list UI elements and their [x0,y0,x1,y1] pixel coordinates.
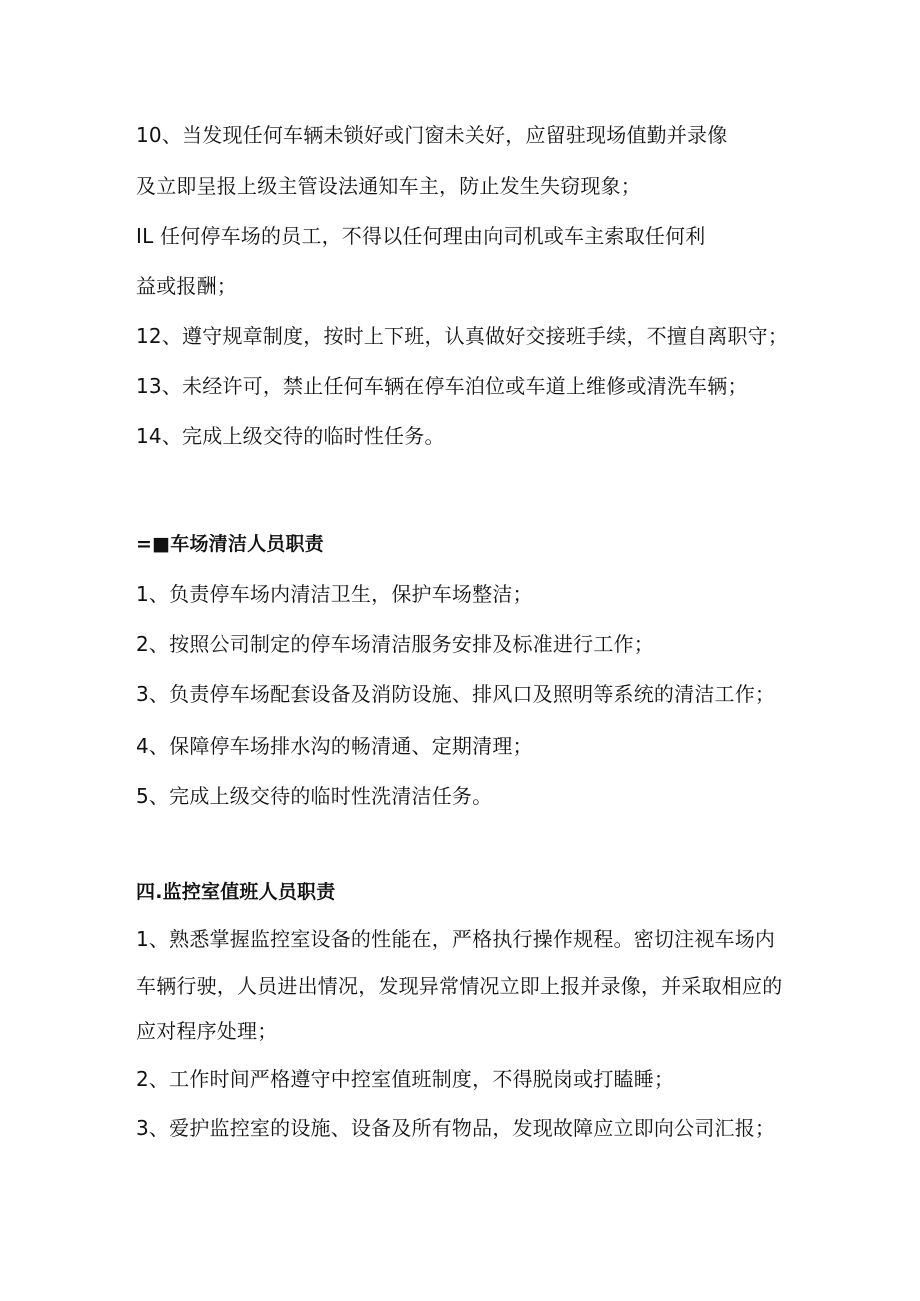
text-line: 4、保障停车场排水沟的畅清通、定期清理； [136,734,533,758]
text-line: 3、负责停车场配套设备及消防设施、排风口及照明等系统的清洁工作； [136,682,776,706]
text-line: 12、遵守规章制度，按时上下班，认真做好交接班手续，不擅自离职守； [136,324,789,348]
text-line: 2、按照公司制定的停车场清洁服务安排及标准进行工作； [136,632,654,656]
text-line: 1、负责停车场内清洁卫生，保护车场整洁； [136,582,533,606]
text-line: 3、爱护监控室的设施、设备及所有物品，发现故障应立即向公司汇报； [136,1116,776,1140]
section-heading: =■车场清洁人员职责 [136,533,324,555]
text-line: 2、工作时间严格遵守中控室值班制度，不得脱岗或打瞌睡； [136,1067,675,1091]
text-line: 10、当发现任何车辆未锁好或门窗未关好，应留驻现场值勤并录像 [136,123,728,147]
section-heading: 四.监控室值班人员职责 [136,881,336,903]
text-line: 13、未经许可，禁止任何车辆在停车泊位或车道上维修或清洗车辆； [136,374,748,398]
text-line: 5、完成上级交待的临时性洗清洁任务。 [136,784,493,808]
text-line: 14、完成上级交待的临时性任务。 [136,424,445,448]
text-line: 车辆行驶，人员进出情况，发现异常情况立即上报并录像，并采取相应的 [136,974,783,998]
text-line: 1、熟悉掌握监控室设备的性能在，严格执行操作规程。密切注视车场内 [136,927,776,951]
text-line: IL 任何停车场的员工，不得以任何理由向司机或车主索取任何利 [136,224,706,248]
text-line: 及立即呈报上级主管设法通知车主，防止发生失窃现象； [136,174,641,198]
text-line: 应对程序处理； [136,1019,278,1043]
text-line: 益或报酬； [136,274,237,298]
